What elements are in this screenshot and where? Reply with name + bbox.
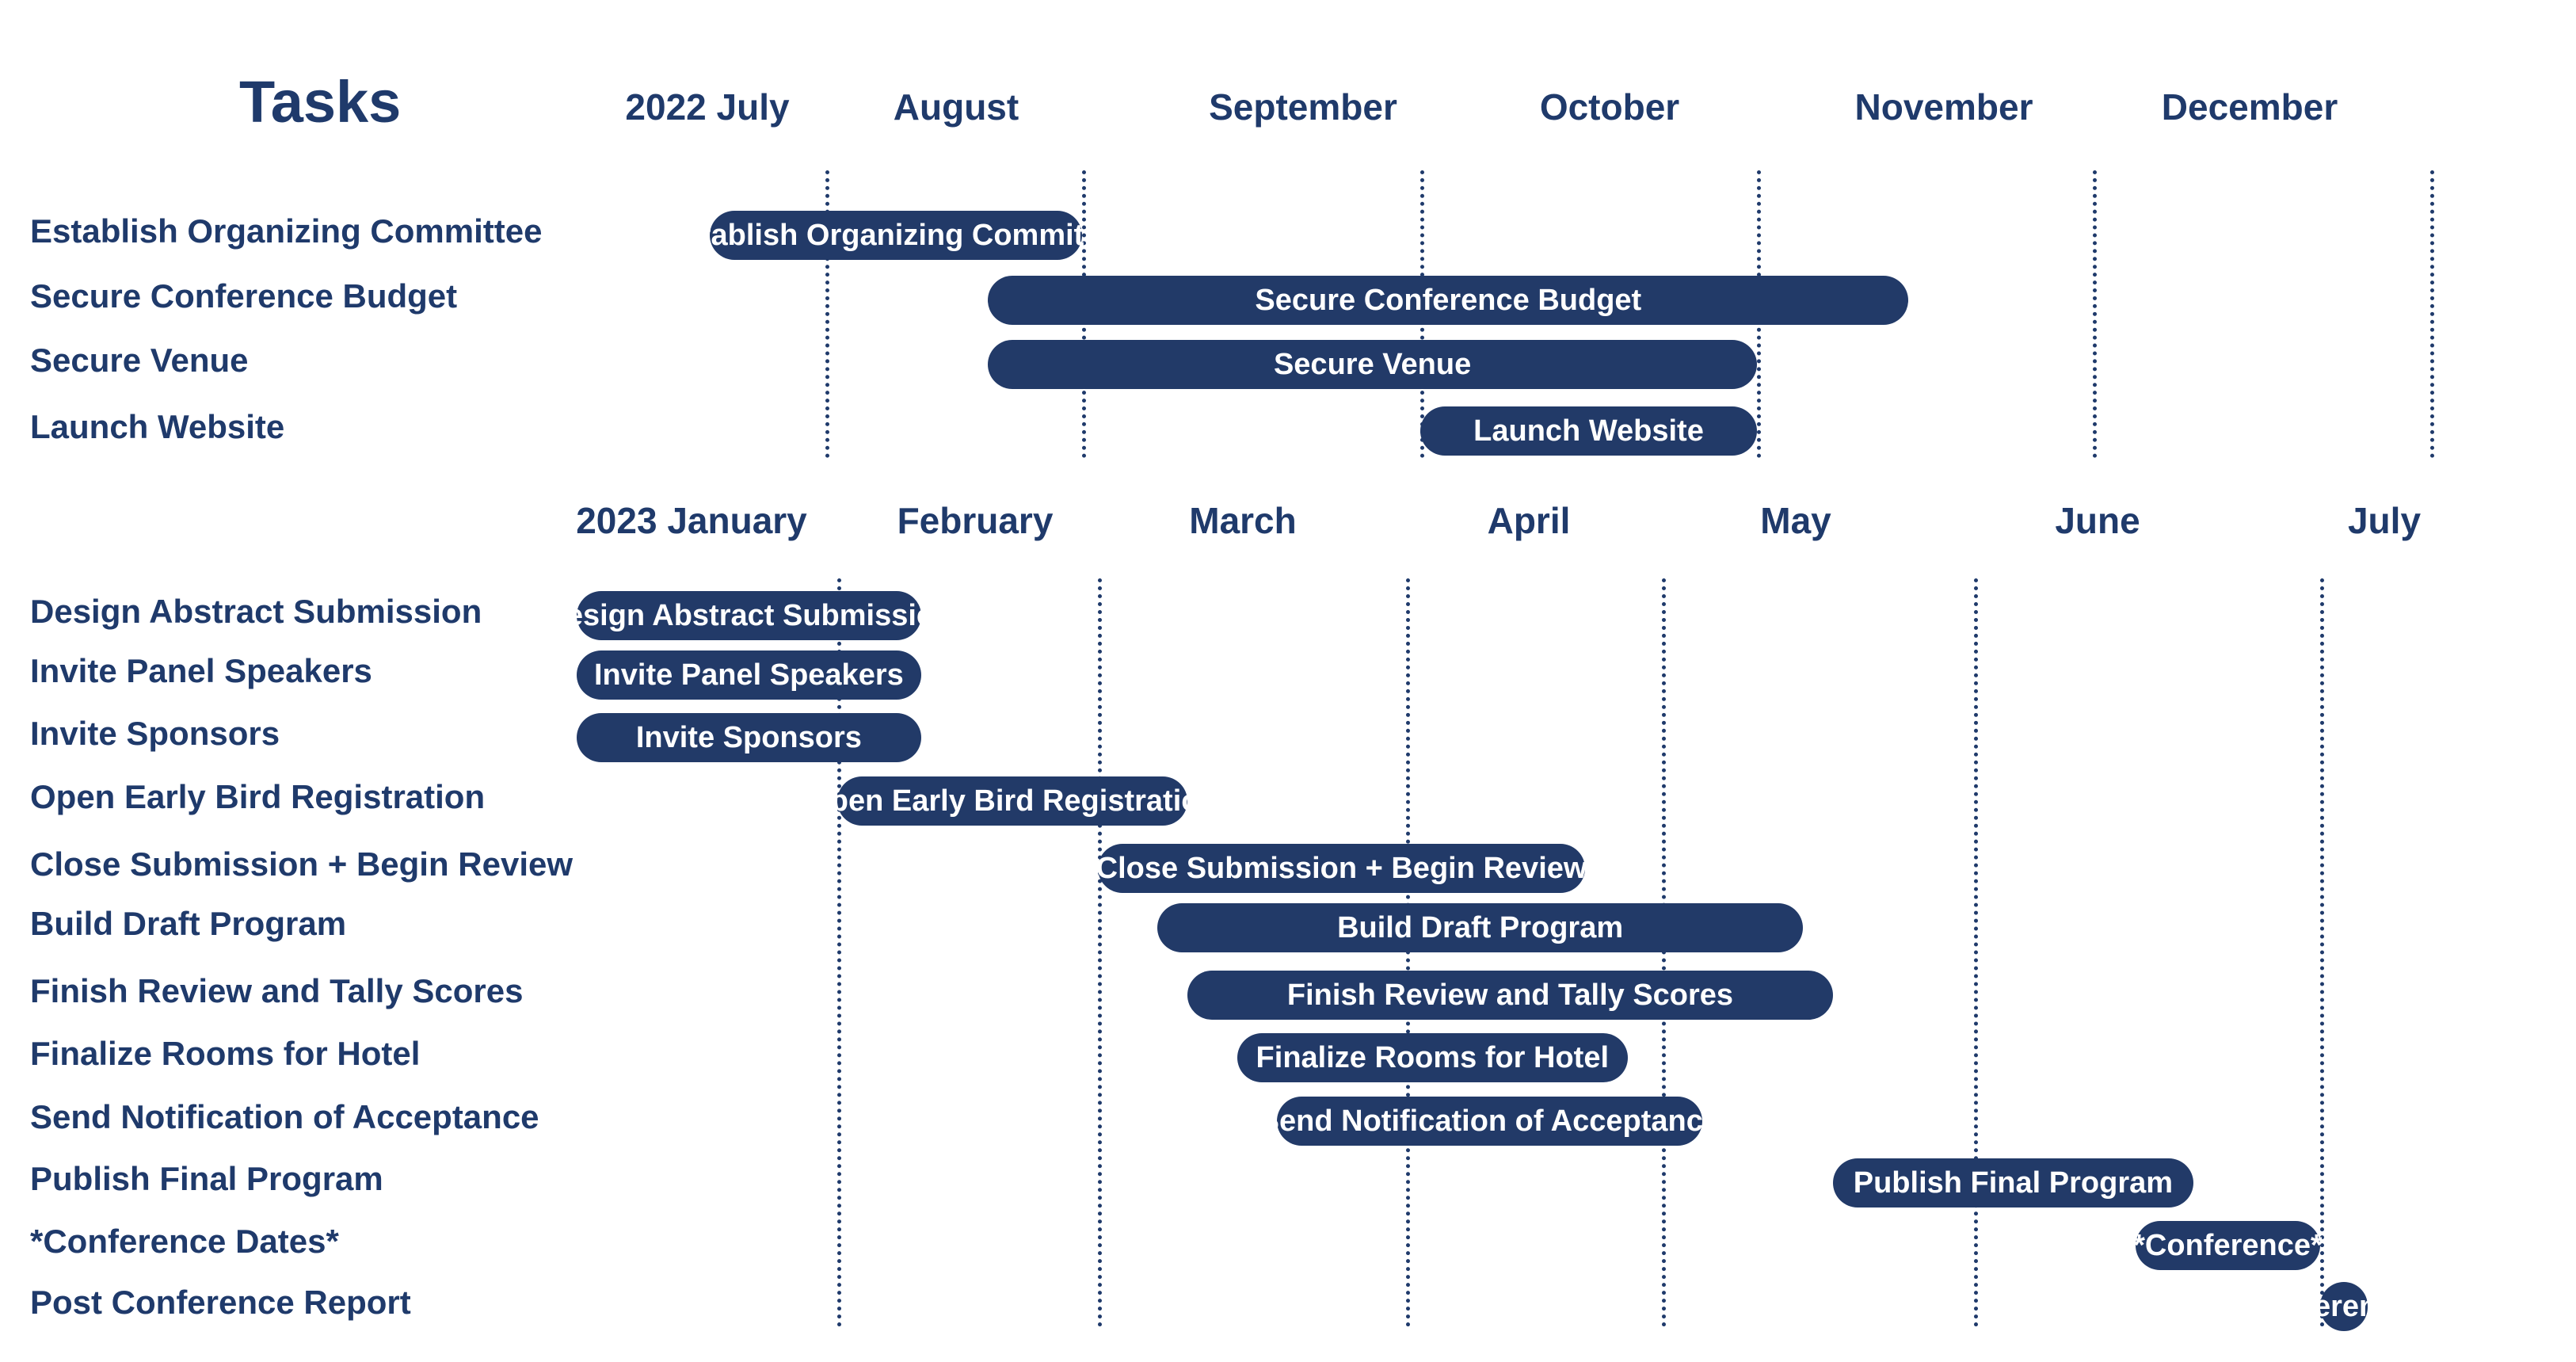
month-label: August — [893, 86, 1019, 128]
page-title: Tasks — [239, 69, 402, 135]
task-bar: Post Conference Report — [2320, 1282, 2368, 1331]
month-label: November — [1854, 86, 2033, 128]
month-label: May — [1760, 500, 1831, 541]
month-label: October — [1539, 86, 1680, 128]
month-label: July — [2347, 500, 2422, 541]
task-bar: Close Submission + Begin Review — [1098, 844, 1585, 893]
task-bar: Publish Final Program — [1833, 1158, 2193, 1207]
task-bar: Establish Organizing Committee — [710, 211, 1082, 260]
task-bar: Invite Sponsors — [577, 713, 921, 762]
task-label: Open Early Bird Registration — [30, 778, 486, 815]
month-divider — [2430, 170, 2434, 458]
month-label: December — [2161, 86, 2338, 128]
task-bar: Design Abstract Submission — [577, 591, 921, 640]
month-divider — [2320, 578, 2324, 1327]
month-label: March — [1189, 500, 1297, 541]
task-label: Post Conference Report — [30, 1284, 411, 1321]
task-label: *Conference Dates* — [30, 1223, 339, 1260]
task-bar: Invite Panel Speakers — [577, 650, 921, 700]
task-label: Establish Organizing Committee — [30, 212, 543, 250]
task-bar: Finalize Rooms for Hotel — [1237, 1033, 1628, 1082]
task-label: Invite Panel Speakers — [30, 652, 372, 689]
task-label: Invite Sponsors — [30, 715, 280, 752]
month-divider — [1098, 578, 1102, 1327]
task-bar: Open Early Bird Registration — [837, 776, 1187, 826]
month-label: June — [2055, 500, 2140, 541]
task-label: Close Submission + Begin Review — [30, 845, 574, 883]
task-bar: Secure Venue — [988, 340, 1757, 389]
task-label: Design Abstract Submission — [30, 593, 482, 630]
task-bar: *Conference* — [2136, 1221, 2320, 1270]
month-divider — [1974, 578, 1978, 1327]
task-bar: Secure Conference Budget — [988, 276, 1908, 325]
task-bar: Launch Website — [1420, 406, 1757, 456]
month-label: September — [1209, 86, 1397, 128]
month-divider — [2093, 170, 2097, 458]
month-label: February — [897, 500, 1054, 541]
task-label: Secure Conference Budget — [30, 277, 458, 315]
task-label: Publish Final Program — [30, 1160, 383, 1197]
task-label: Build Draft Program — [30, 905, 347, 942]
month-divider — [1406, 578, 1410, 1327]
month-label: 2023 January — [576, 500, 807, 541]
month-divider — [1662, 578, 1666, 1327]
task-label: Secure Venue — [30, 341, 249, 379]
task-label: Launch Website — [30, 408, 285, 445]
task-label: Send Notification of Acceptance — [30, 1098, 539, 1135]
task-bar: Send Notification of Acceptance — [1277, 1097, 1702, 1146]
task-label: Finish Review and Tally Scores — [30, 972, 524, 1009]
task-bar: Finish Review and Tally Scores — [1187, 971, 1833, 1020]
month-label: 2022 July — [625, 86, 790, 128]
task-bar: Build Draft Program — [1157, 903, 1803, 952]
month-label: April — [1487, 500, 1571, 541]
task-label: Finalize Rooms for Hotel — [30, 1035, 421, 1072]
